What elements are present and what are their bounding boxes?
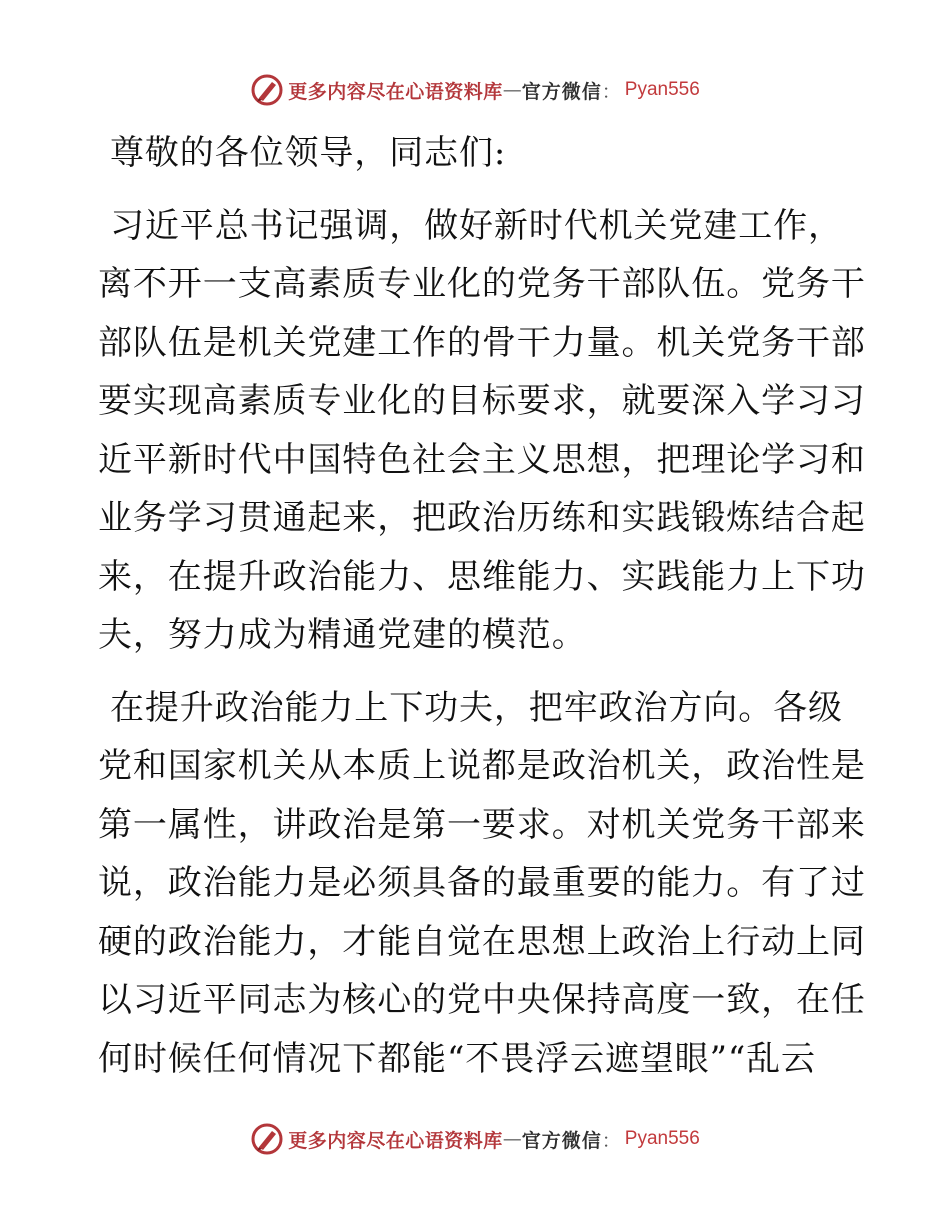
paragraph-line: 硬的政治能力，才能自觉在思想上政治上行动上同 — [98, 921, 866, 962]
watermark-wechat-id: Pyan556 — [624, 1128, 700, 1149]
paragraph-line: 来，在提升政治能力、思维能力、实践能力上下功 — [98, 556, 866, 597]
watermark-brand-text: 更多内容尽在心语资料库 — [288, 80, 503, 103]
paragraph-line: 以习近平同志为核心的党中央保持高度一致，在任 — [98, 980, 866, 1020]
paragraph-line: 部队伍是机关党建工作的骨干力量。机关党务干部 — [98, 322, 866, 363]
paragraph-1 — [98, 197, 866, 665]
brush-pen-logo-icon — [250, 73, 284, 107]
watermark-wechat-id: Pyan556 — [624, 79, 700, 100]
paragraph-line: 党和国家机关从本质上说都是政治机关，政治性是 — [98, 746, 866, 786]
paragraph-line: 要实现高素质专业化的目标要求，就要深入学习习 — [98, 381, 866, 421]
paragraph-2 — [98, 679, 866, 1089]
watermark-dash: — — [502, 1128, 522, 1150]
paragraph-line: 说，政治能力是必须具备的最重要的能力。有了过 — [98, 863, 866, 903]
watermark-official-label: 官方微信 — [521, 1129, 602, 1152]
paragraph-line: 夫，努力成为精通党建的模范。 — [98, 615, 587, 655]
paragraph-gap — [98, 183, 850, 197]
paragraph-line: 第一属性，讲政治是第一要求。对机关党务干部来 — [98, 804, 866, 845]
paragraph-gap — [98, 665, 850, 679]
paragraph-line: 业务学习贯通起来，把政治历练和实践锻炼结合起 — [98, 498, 866, 538]
paragraph-line: 在提升政治能力上下功夫，把牢政治方向。各级 — [110, 687, 843, 728]
paragraph-line: 近平新时代中国特色社会主义思想，把理论学习和 — [98, 439, 866, 480]
watermark-dash: — — [502, 79, 522, 101]
watermark-colon: ： — [601, 1129, 621, 1152]
brush-pen-logo-icon — [250, 1122, 284, 1156]
paragraph-line: 习近平总书记强调，做好新时代机关党建工作， — [110, 205, 843, 246]
watermark-colon: ： — [601, 80, 621, 103]
document-body — [98, 124, 866, 1088]
watermark-brand-text: 更多内容尽在心语资料库 — [288, 1129, 503, 1152]
footer-watermark — [0, 1119, 950, 1159]
watermark-official-label: 官方微信 — [521, 80, 602, 103]
paragraph-line: 离不开一支高素质专业化的党务干部队伍。党务干 — [98, 264, 866, 304]
salutation: 尊敬的各位领导，同志们: — [110, 133, 507, 173]
paragraph-line: 何时候任何情况下都能“不畏浮云遮望眼”“乱云 — [98, 1038, 816, 1079]
header-watermark — [0, 70, 950, 110]
